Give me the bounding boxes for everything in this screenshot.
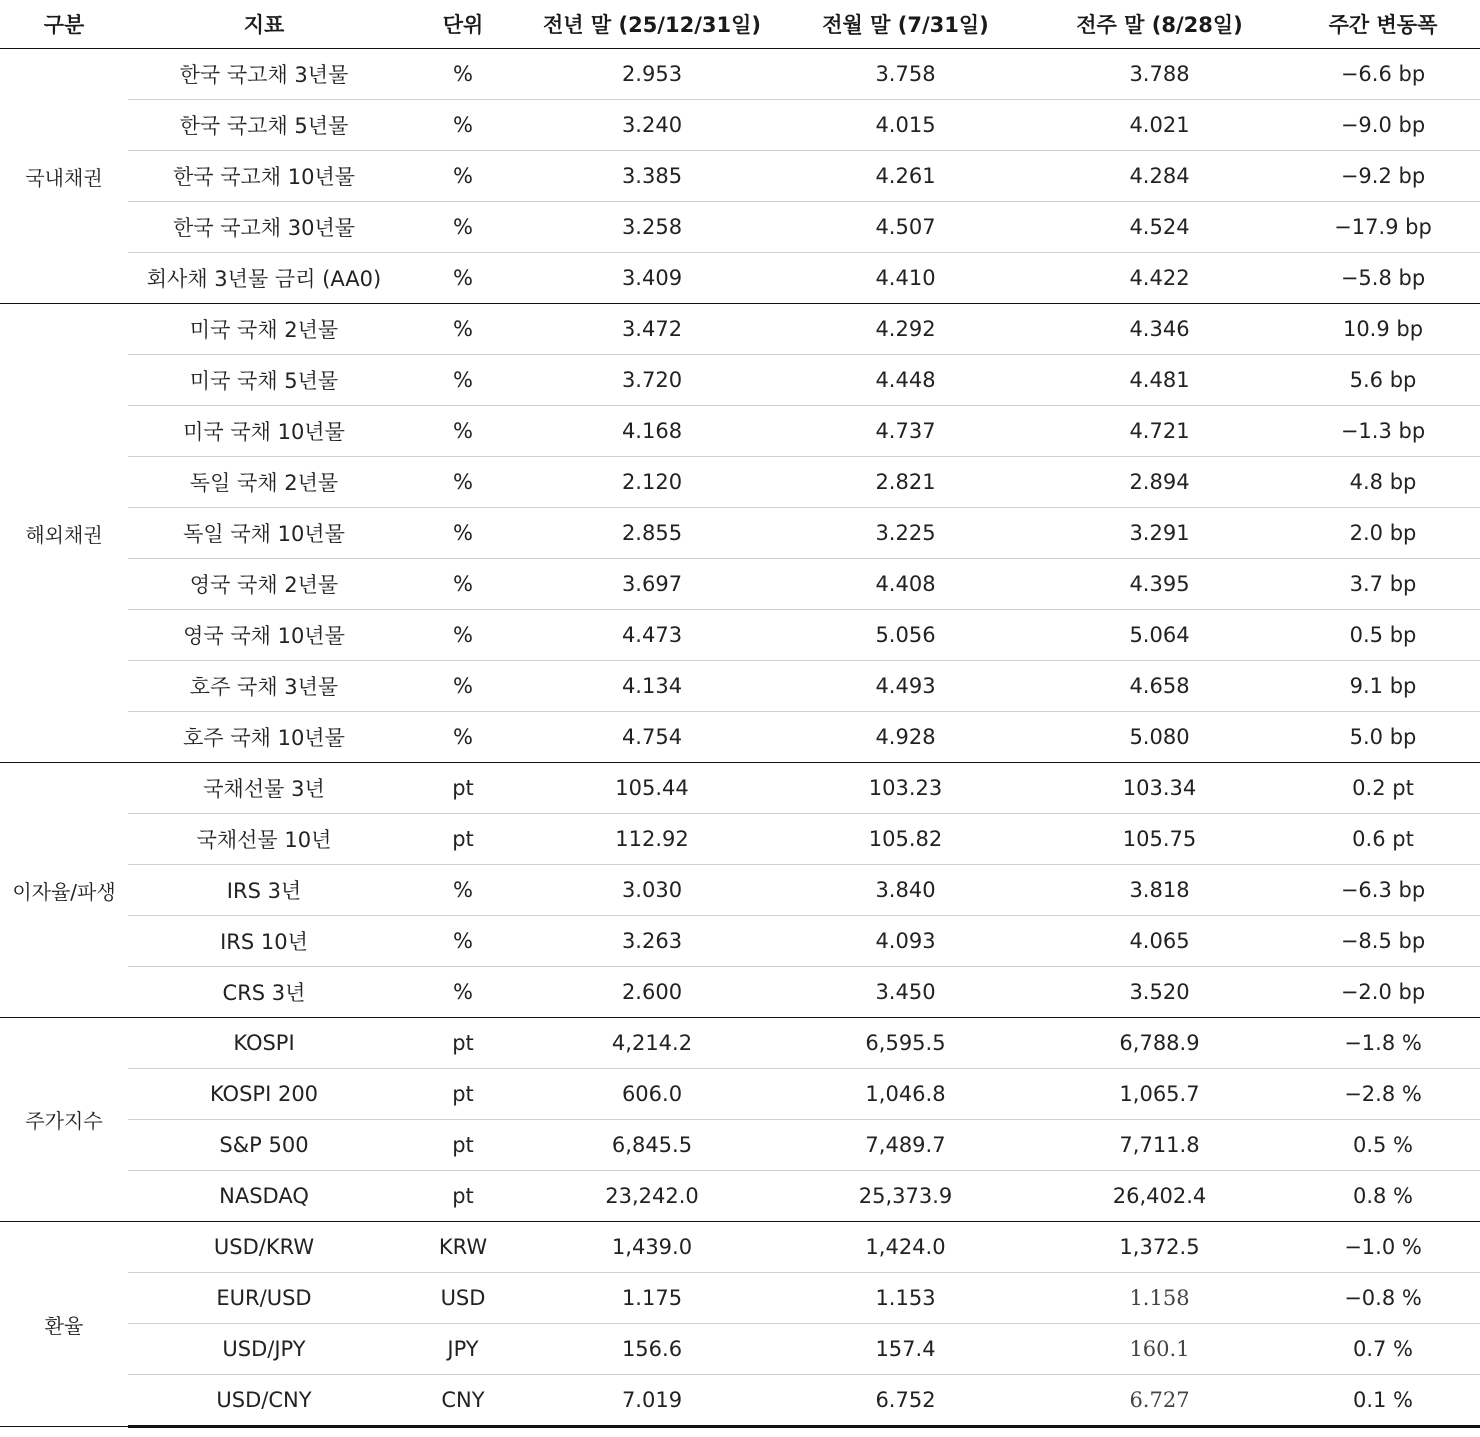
unit-cell: % <box>400 508 526 559</box>
prev-year-cell: 4.754 <box>526 712 778 763</box>
prev-year-cell: 2.600 <box>526 967 778 1018</box>
unit-cell: pt <box>400 1120 526 1171</box>
indicator-cell: CRS 3년 <box>128 967 400 1018</box>
indicator-cell: 호주 국채 3년물 <box>128 661 400 712</box>
indicator-cell: 한국 국고채 3년물 <box>128 49 400 100</box>
prev-year-cell: 3.385 <box>526 151 778 202</box>
table-row <box>0 508 1480 559</box>
table-row <box>0 1222 1480 1273</box>
prev-week-cell: 160.1 <box>1033 1324 1286 1375</box>
unit-cell: USD <box>400 1273 526 1324</box>
indicator-cell: 영국 국채 10년물 <box>128 610 400 661</box>
prev-year-cell: 4,214.2 <box>526 1018 778 1069</box>
prev-month-cell: 4.261 <box>778 151 1033 202</box>
unit-cell: % <box>400 457 526 508</box>
indicator-cell: 한국 국고채 30년물 <box>128 202 400 253</box>
prev-month-cell: 4.928 <box>778 712 1033 763</box>
unit-cell: pt <box>400 814 526 865</box>
indicator-cell: NASDAQ <box>128 1171 400 1222</box>
prev-month-cell: 6.752 <box>778 1375 1033 1427</box>
table-row <box>0 1375 1480 1427</box>
indicator-cell: IRS 3년 <box>128 865 400 916</box>
table-row <box>0 1171 1480 1222</box>
indicator-cell: KOSPI <box>128 1018 400 1069</box>
indicator-cell: 국채선물 3년 <box>128 763 400 814</box>
unit-cell: pt <box>400 1171 526 1222</box>
prev-year-cell: 2.120 <box>526 457 778 508</box>
change-cell: 0.5 bp <box>1286 610 1480 661</box>
header-indicator: 지표 <box>128 0 400 49</box>
prev-month-cell: 105.82 <box>778 814 1033 865</box>
indicator-cell: 회사채 3년물 금리 (AA0) <box>128 253 400 304</box>
prev-week-cell: 4.721 <box>1033 406 1286 457</box>
change-cell: 9.1 bp <box>1286 661 1480 712</box>
indicator-cell: USD/JPY <box>128 1324 400 1375</box>
unit-cell: CNY <box>400 1375 526 1427</box>
prev-year-cell: 606.0 <box>526 1069 778 1120</box>
indicator-cell: 한국 국고채 5년물 <box>128 100 400 151</box>
prev-month-cell: 157.4 <box>778 1324 1033 1375</box>
table-row <box>0 559 1480 610</box>
prev-year-cell: 105.44 <box>526 763 778 814</box>
prev-week-cell: 3.788 <box>1033 49 1286 100</box>
change-cell: −1.0 % <box>1286 1222 1480 1273</box>
unit-cell: % <box>400 49 526 100</box>
table-row <box>0 100 1480 151</box>
prev-year-cell: 7.019 <box>526 1375 778 1427</box>
change-cell: −6.6 bp <box>1286 49 1480 100</box>
table-row <box>0 1324 1480 1375</box>
table-row <box>0 202 1480 253</box>
table-row <box>0 1273 1480 1324</box>
change-cell: 4.8 bp <box>1286 457 1480 508</box>
prev-week-cell: 3.520 <box>1033 967 1286 1018</box>
change-cell: 5.0 bp <box>1286 712 1480 763</box>
prev-year-cell: 3.240 <box>526 100 778 151</box>
indicator-cell: 호주 국채 10년물 <box>128 712 400 763</box>
prev-year-cell: 3.409 <box>526 253 778 304</box>
change-cell: 0.2 pt <box>1286 763 1480 814</box>
unit-cell: % <box>400 253 526 304</box>
indicator-cell: S&P 500 <box>128 1120 400 1171</box>
table-row <box>0 814 1480 865</box>
prev-month-cell: 4.093 <box>778 916 1033 967</box>
header-prev-year-end: 전년 말 (25/12/31일) <box>526 0 778 49</box>
prev-week-cell: 5.080 <box>1033 712 1286 763</box>
prev-month-cell: 4.493 <box>778 661 1033 712</box>
indicator-cell: USD/CNY <box>128 1375 400 1427</box>
change-cell: 2.0 bp <box>1286 508 1480 559</box>
prev-week-cell: 1.158 <box>1033 1273 1286 1324</box>
table-row <box>0 661 1480 712</box>
category-domestic-bonds: 국내채권 <box>0 49 128 304</box>
unit-cell: % <box>400 406 526 457</box>
prev-year-cell: 3.472 <box>526 304 778 355</box>
table-row <box>0 865 1480 916</box>
table-row <box>0 355 1480 406</box>
table-row <box>0 712 1480 763</box>
prev-week-cell: 7,711.8 <box>1033 1120 1286 1171</box>
unit-cell: pt <box>400 763 526 814</box>
table-row <box>0 916 1480 967</box>
indicator-cell: 한국 국고채 10년물 <box>128 151 400 202</box>
change-cell: 0.5 % <box>1286 1120 1480 1171</box>
prev-month-cell: 3.225 <box>778 508 1033 559</box>
change-cell: −9.2 bp <box>1286 151 1480 202</box>
header-weekly-change: 주간 변동폭 <box>1286 0 1480 49</box>
prev-month-cell: 4.015 <box>778 100 1033 151</box>
prev-week-cell: 5.064 <box>1033 610 1286 661</box>
table-header <box>0 0 1480 49</box>
prev-year-cell: 3.720 <box>526 355 778 406</box>
change-cell: 0.1 % <box>1286 1375 1480 1427</box>
prev-month-cell: 4.410 <box>778 253 1033 304</box>
prev-month-cell: 1,424.0 <box>778 1222 1033 1273</box>
prev-week-cell: 1,372.5 <box>1033 1222 1286 1273</box>
indicator-cell: 미국 국채 2년물 <box>128 304 400 355</box>
prev-week-cell: 26,402.4 <box>1033 1171 1286 1222</box>
header-prev-month-end: 전월 말 (7/31일) <box>778 0 1033 49</box>
prev-month-cell: 4.292 <box>778 304 1033 355</box>
prev-month-cell: 2.821 <box>778 457 1033 508</box>
change-cell: −2.0 bp <box>1286 967 1480 1018</box>
prev-week-cell: 4.021 <box>1033 100 1286 151</box>
prev-week-cell: 3.291 <box>1033 508 1286 559</box>
prev-week-cell: 4.524 <box>1033 202 1286 253</box>
unit-cell: % <box>400 151 526 202</box>
table-row <box>0 1018 1480 1069</box>
table-row <box>0 1069 1480 1120</box>
prev-year-cell: 3.030 <box>526 865 778 916</box>
prev-month-cell: 4.507 <box>778 202 1033 253</box>
table-row <box>0 406 1480 457</box>
prev-year-cell: 4.134 <box>526 661 778 712</box>
prev-month-cell: 1,046.8 <box>778 1069 1033 1120</box>
prev-year-cell: 3.263 <box>526 916 778 967</box>
unit-cell: pt <box>400 1069 526 1120</box>
change-cell: 0.8 % <box>1286 1171 1480 1222</box>
category-exchange-rates: 환율 <box>0 1222 128 1427</box>
prev-year-cell: 4.168 <box>526 406 778 457</box>
header-prev-week-end: 전주 말 (8/28일) <box>1033 0 1286 49</box>
prev-week-cell: 4.481 <box>1033 355 1286 406</box>
table-row <box>0 1120 1480 1171</box>
unit-cell: % <box>400 304 526 355</box>
prev-week-cell: 6.727 <box>1033 1375 1286 1427</box>
prev-year-cell: 2.855 <box>526 508 778 559</box>
unit-cell: % <box>400 916 526 967</box>
prev-week-cell: 103.34 <box>1033 763 1286 814</box>
unit-cell: % <box>400 559 526 610</box>
prev-year-cell: 1.175 <box>526 1273 778 1324</box>
prev-week-cell: 105.75 <box>1033 814 1286 865</box>
unit-cell: JPY <box>400 1324 526 1375</box>
change-cell: 10.9 bp <box>1286 304 1480 355</box>
prev-month-cell: 5.056 <box>778 610 1033 661</box>
prev-week-cell: 3.818 <box>1033 865 1286 916</box>
table-row <box>0 304 1480 355</box>
change-cell: −9.0 bp <box>1286 100 1480 151</box>
unit-cell: % <box>400 967 526 1018</box>
indicator-cell: 미국 국채 5년물 <box>128 355 400 406</box>
table-row <box>0 967 1480 1018</box>
change-cell: −17.9 bp <box>1286 202 1480 253</box>
header-category: 구분 <box>0 0 128 49</box>
indicator-cell: 독일 국채 10년물 <box>128 508 400 559</box>
table-row <box>0 610 1480 661</box>
indicator-cell: 영국 국채 2년물 <box>128 559 400 610</box>
unit-cell: % <box>400 712 526 763</box>
table-row <box>0 763 1480 814</box>
unit-cell: % <box>400 865 526 916</box>
indicator-cell: USD/KRW <box>128 1222 400 1273</box>
unit-cell: % <box>400 100 526 151</box>
prev-week-cell: 6,788.9 <box>1033 1018 1286 1069</box>
indicator-cell: 국채선물 10년 <box>128 814 400 865</box>
prev-week-cell: 2.894 <box>1033 457 1286 508</box>
prev-year-cell: 156.6 <box>526 1324 778 1375</box>
prev-month-cell: 3.840 <box>778 865 1033 916</box>
prev-week-cell: 4.284 <box>1033 151 1286 202</box>
unit-cell: % <box>400 355 526 406</box>
unit-cell: KRW <box>400 1222 526 1273</box>
change-cell: −6.3 bp <box>1286 865 1480 916</box>
prev-week-cell: 4.065 <box>1033 916 1286 967</box>
prev-month-cell: 6,595.5 <box>778 1018 1033 1069</box>
change-cell: −2.8 % <box>1286 1069 1480 1120</box>
prev-week-cell: 4.346 <box>1033 304 1286 355</box>
unit-cell: % <box>400 661 526 712</box>
prev-month-cell: 3.450 <box>778 967 1033 1018</box>
prev-week-cell: 1,065.7 <box>1033 1069 1286 1120</box>
prev-year-cell: 3.258 <box>526 202 778 253</box>
change-cell: −5.8 bp <box>1286 253 1480 304</box>
prev-month-cell: 7,489.7 <box>778 1120 1033 1171</box>
unit-cell: % <box>400 610 526 661</box>
indicator-cell: KOSPI 200 <box>128 1069 400 1120</box>
change-cell: −1.3 bp <box>1286 406 1480 457</box>
table-row <box>0 151 1480 202</box>
prev-year-cell: 4.473 <box>526 610 778 661</box>
prev-year-cell: 112.92 <box>526 814 778 865</box>
category-overseas-bonds: 해외채권 <box>0 304 128 763</box>
prev-year-cell: 23,242.0 <box>526 1171 778 1222</box>
prev-year-cell: 6,845.5 <box>526 1120 778 1171</box>
change-cell: −8.5 bp <box>1286 916 1480 967</box>
table-row <box>0 253 1480 304</box>
prev-week-cell: 4.658 <box>1033 661 1286 712</box>
category-rates-derivatives: 이자율/파생 <box>0 763 128 1018</box>
change-cell: −1.8 % <box>1286 1018 1480 1069</box>
table-row <box>0 457 1480 508</box>
header-unit: 단위 <box>400 0 526 49</box>
change-cell: 5.6 bp <box>1286 355 1480 406</box>
table-row <box>0 49 1480 100</box>
change-cell: 0.6 pt <box>1286 814 1480 865</box>
prev-year-cell: 2.953 <box>526 49 778 100</box>
change-cell: 3.7 bp <box>1286 559 1480 610</box>
prev-year-cell: 3.697 <box>526 559 778 610</box>
unit-cell: % <box>400 202 526 253</box>
change-cell: 0.7 % <box>1286 1324 1480 1375</box>
indicator-cell: IRS 10년 <box>128 916 400 967</box>
prev-week-cell: 4.395 <box>1033 559 1286 610</box>
prev-month-cell: 4.408 <box>778 559 1033 610</box>
prev-month-cell: 25,373.9 <box>778 1171 1033 1222</box>
table-body <box>0 49 1480 1427</box>
indicator-cell: 미국 국채 10년물 <box>128 406 400 457</box>
prev-year-cell: 1,439.0 <box>526 1222 778 1273</box>
unit-cell: pt <box>400 1018 526 1069</box>
prev-month-cell: 103.23 <box>778 763 1033 814</box>
indicator-cell: 독일 국채 2년물 <box>128 457 400 508</box>
header-row <box>0 0 1480 49</box>
prev-week-cell: 4.422 <box>1033 253 1286 304</box>
prev-month-cell: 4.737 <box>778 406 1033 457</box>
prev-month-cell: 4.448 <box>778 355 1033 406</box>
prev-month-cell: 1.153 <box>778 1273 1033 1324</box>
indicator-cell: EUR/USD <box>128 1273 400 1324</box>
prev-month-cell: 3.758 <box>778 49 1033 100</box>
change-cell: −0.8 % <box>1286 1273 1480 1324</box>
category-stock-indices: 주가지수 <box>0 1018 128 1222</box>
